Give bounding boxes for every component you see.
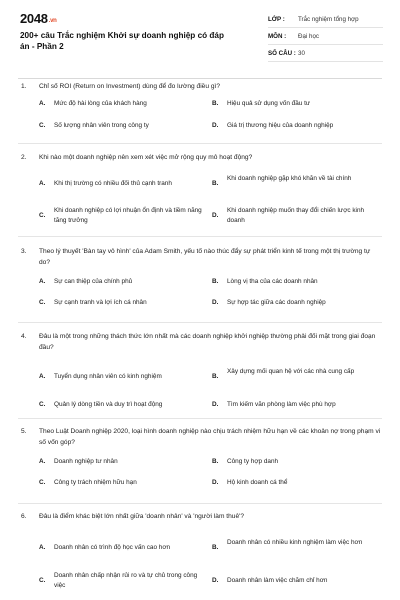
option-letter: D. bbox=[212, 121, 219, 129]
divider bbox=[18, 503, 382, 504]
option-letter: D. bbox=[212, 576, 219, 584]
option-text: Doanh nhân có nhiều kinh nghiệm làm việc hơn bbox=[227, 538, 363, 546]
meta-value: 30 bbox=[298, 49, 305, 57]
options bbox=[18, 274, 382, 310]
option-text: Sự hợp tác giữa các doanh nghiệp bbox=[227, 299, 326, 306]
option-text: Giá trị thương hiệu của doanh nghiệp bbox=[227, 121, 334, 129]
option-text: Công ty trách nhiệm hữu hạn bbox=[54, 479, 137, 486]
meta-key: MÔN : bbox=[268, 32, 287, 40]
option-text: Quản lý dòng tiền và duy trì hoạt động bbox=[54, 401, 163, 408]
option-text: Tuyển dụng nhân viên có kinh nghiệm bbox=[54, 373, 162, 380]
options bbox=[18, 529, 382, 589]
option-letter: A. bbox=[39, 179, 46, 187]
question-text-body: Khi nào một doanh nghiệp nên xem xét việc mở rộng quy mô hoạt động? bbox=[39, 154, 253, 161]
option-text: Xây dựng mối quan hệ với các nhà cung cấp bbox=[227, 368, 355, 375]
question-text-body: Đâu là một trong những thách thức lớn nhất mà các doanh nghiệp khởi nghiệp thường phải đối mặt trong giai đoạn đầu? bbox=[39, 333, 376, 351]
question-text-body: Chỉ số ROI (Return on Investment) dùng để đo lường điều gì? bbox=[39, 83, 221, 90]
option-letter: A. bbox=[39, 99, 46, 107]
question-4 bbox=[18, 332, 382, 409]
option-letter: A. bbox=[39, 278, 46, 285]
options bbox=[18, 454, 382, 490]
option-letter: C. bbox=[39, 211, 46, 219]
question-number: 3. bbox=[21, 248, 27, 255]
option-text: Khi thị trường có nhiều đối thủ cạnh tranh bbox=[54, 179, 172, 187]
option-letter: C. bbox=[39, 401, 46, 408]
question-number: 2. bbox=[21, 154, 27, 161]
option-letter: B. bbox=[212, 543, 219, 551]
option-text: Khi doanh nghiệp gặp khó khăn về tài chính bbox=[227, 174, 352, 182]
meta-row-count bbox=[268, 45, 383, 62]
logo-text: 2048 bbox=[20, 11, 48, 26]
question-text bbox=[18, 427, 382, 448]
option-text: Mức độ hài lòng của khách hàng bbox=[54, 99, 147, 107]
meta-key: SỐ CÂU : bbox=[268, 49, 296, 57]
question-text bbox=[18, 332, 382, 353]
question-number: 5. bbox=[21, 428, 27, 435]
option-text: Doanh nhân chấp nhận rủi ro và tự chủ trong công việc bbox=[54, 571, 198, 589]
question-number: 1. bbox=[21, 83, 27, 90]
options bbox=[18, 99, 382, 133]
option-text: Sự cạnh tranh và lợi ích cá nhân bbox=[54, 299, 147, 306]
option-letter: D. bbox=[212, 299, 219, 306]
option-text: Số lượng nhân viên trong công ty bbox=[54, 121, 149, 129]
option-letter: B. bbox=[212, 373, 219, 380]
option-letter: B. bbox=[212, 458, 219, 465]
meta-row-class bbox=[268, 11, 383, 28]
option-letter: A. bbox=[39, 373, 46, 380]
document-header bbox=[18, 0, 382, 79]
question-text-body: Theo lý thuyết 'Bàn tay vô hình' của Adam Smith, yếu tố nào thúc đẩy sự phát triển kinh tế trong một thị trường tự do? bbox=[39, 248, 371, 266]
option-letter: A. bbox=[39, 458, 46, 465]
question-2 bbox=[18, 153, 382, 230]
option-letter: B. bbox=[212, 99, 219, 107]
question-number: 6. bbox=[21, 513, 27, 520]
option-text: Sự can thiệp của chính phủ bbox=[54, 278, 133, 285]
logo-suffix: .vn bbox=[48, 18, 57, 24]
divider bbox=[18, 236, 382, 237]
question-6 bbox=[18, 512, 382, 589]
question-number: 4. bbox=[21, 333, 27, 340]
option-letter: C. bbox=[39, 576, 46, 584]
divider bbox=[18, 143, 382, 144]
option-text: Khi doanh nghiệp muốn thay đổi chiến lược kinh doanh bbox=[227, 206, 365, 224]
question-1 bbox=[18, 82, 382, 133]
option-letter: B. bbox=[212, 278, 219, 285]
meta-value: Trắc nghiệm tổng hợp bbox=[298, 15, 359, 23]
question-5 bbox=[18, 427, 382, 490]
option-text: Doanh nhân làm việc chăm chỉ hơn bbox=[227, 576, 328, 584]
page-title: 200+ câu Trắc nghiệm Khởi sự doanh nghiệp có đáp án - Phần 2 bbox=[20, 31, 224, 51]
option-letter: C. bbox=[39, 479, 46, 486]
option-letter: D. bbox=[212, 401, 219, 408]
option-text: Tìm kiếm văn phòng làm việc phù hợp bbox=[227, 401, 336, 408]
option-text: Hộ kinh doanh cá thể bbox=[227, 479, 288, 486]
question-text-body: Theo Luật Doanh nghiệp 2020, loại hình doanh nghiệp nào chịu trách nhiệm hữu hạn về các khoản nợ trong phạm vi số vốn góp? bbox=[39, 428, 381, 446]
question-text bbox=[18, 247, 382, 268]
option-text: Hiệu quả sử dụng vốn đầu tư bbox=[227, 99, 311, 107]
divider bbox=[18, 322, 382, 323]
meta-row-subject bbox=[268, 28, 383, 45]
meta-key: LỚP : bbox=[268, 15, 285, 23]
option-letter: D. bbox=[212, 479, 219, 486]
meta-table bbox=[268, 11, 383, 62]
option-letter: A. bbox=[39, 543, 46, 551]
option-text: Lòng vị tha của các doanh nhân bbox=[227, 278, 318, 285]
option-letter: B. bbox=[212, 179, 219, 187]
site-logo[interactable] bbox=[20, 11, 57, 26]
option-letter: D. bbox=[212, 211, 219, 219]
option-text: Khi doanh nghiệp có lợi nhuận ổn định và tiềm năng tăng trưởng bbox=[54, 206, 202, 224]
option-text: Doanh nhân có trình độ học vấn cao hơn bbox=[54, 543, 171, 551]
options bbox=[18, 359, 382, 409]
question-text bbox=[18, 153, 382, 164]
options bbox=[18, 170, 382, 230]
option-letter: C. bbox=[39, 299, 46, 306]
question-text bbox=[18, 82, 382, 93]
option-text: Công ty hợp danh bbox=[227, 458, 279, 465]
option-letter: C. bbox=[39, 121, 46, 129]
question-text-body: Đâu là điểm khác biệt lớn nhất giữa 'doanh nhân' và 'người làm thuê'? bbox=[39, 513, 245, 520]
option-text: Doanh nghiệp tư nhân bbox=[54, 458, 118, 465]
meta-value: Đại học bbox=[298, 32, 319, 40]
question-3 bbox=[18, 247, 382, 310]
divider bbox=[18, 418, 382, 419]
question-text bbox=[18, 512, 382, 523]
